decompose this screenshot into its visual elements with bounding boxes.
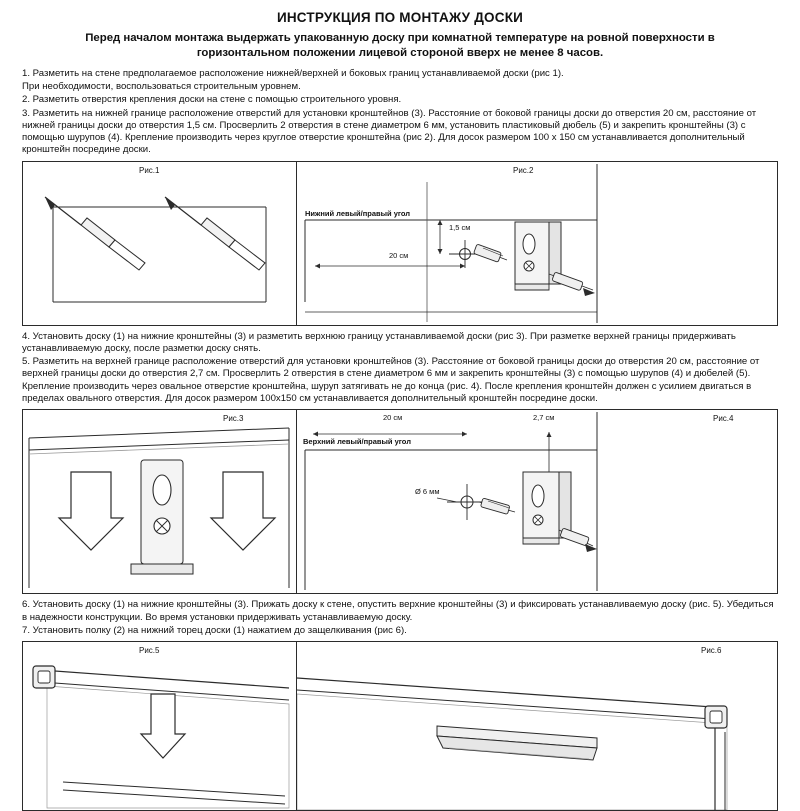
figure-4-label: Рис.4 (713, 414, 734, 424)
figure-2-label: Рис.2 (513, 165, 534, 175)
figure-3 (22, 409, 297, 594)
figure-1 (22, 161, 297, 326)
figure-row-3 (22, 641, 778, 811)
figure-6-label: Рис.6 (701, 646, 722, 656)
figure-3-drawing (23, 410, 296, 593)
figure-5-label: Рис.5 (139, 646, 160, 656)
page-title: ИНСТРУКЦИЯ ПО МОНТАЖУ ДОСКИ (276, 10, 524, 25)
step-2: 2. Разметить отверстия крепления доски на стене с помощью строительного уровня. (22, 94, 402, 106)
figure-4-horizontal-dim: 20 см (383, 413, 403, 423)
steps-bottom (22, 599, 778, 637)
figure-3-label: Рис.3 (223, 414, 244, 424)
figure-2 (297, 161, 778, 326)
figure-2-corner-note: Нижний левый/правый угол (305, 208, 411, 218)
figure-row-2 (22, 409, 778, 594)
figure-4 (297, 409, 778, 594)
step-3: 3. Разметить на нижней границе расположение отверстий для установки кронштейнов (3). Расстояние от боковой границы доски до отверстия 20 см, расстояние от нижней границы доски до отверстия 1,5 см. Просверлить 2 отверстия в стене диаметром 6 мм, установить пластиковый дюбель (5) и закрепить кронштейны (3) с помощью шурупов (4). Крепление производить через круглое отверстие кронштейна (рис 2). Для досок размером 100 х 150 см устанавливается дополнительный кронштейн посредине доски. (22, 107, 757, 156)
figure-6-drawing (297, 642, 776, 810)
figure-2-vertical-dim: 1,5 см (449, 222, 471, 232)
figure-2-horizontal-dim: 20 см (389, 250, 409, 260)
step-1-note: При необходимости, воспользоваться строительным уровнем. (22, 81, 301, 93)
figure-5-drawing (23, 642, 296, 810)
figure-4-vertical-dim: 2,7 см (533, 413, 555, 423)
step-6: 6. Установить доску (1) на нижние кронштейны (3). Прижать доску к стене, опустить верхние кронштейны (3) и фиксировать устанавливаемую доску (рис. 5). Убедиться в надежности конструкции. Во время установки придерживать устанавливаемую доску. (22, 599, 774, 623)
figure-4-corner-note: Верхний левый/правый угол (303, 437, 411, 447)
figure-5 (22, 641, 297, 811)
figure-6 (297, 641, 778, 811)
figure-1-label: Рис.1 (139, 165, 160, 175)
figure-4-hole-note: Ø 6 мм (415, 487, 440, 497)
figure-1-drawing (23, 162, 296, 325)
lead-paragraph: Перед началом монтажа выдержать упакованную доску при комнатной температуре на ровной поверхности в горизонтальном положении лицевой стороной вверх не менее 8 часов. (85, 32, 715, 60)
step-4: 4. Установить доску (1) на нижние кронштейны (3) и разметить верхнюю границу устанавливаемой доски (рис 3). При разметке верхней границы придерживать устанавливаемую доску, после разметки доску снять. (22, 330, 736, 354)
figure-2-drawing (297, 162, 776, 325)
step-1: 1. Разметить на стене предполагаемое расположение нижней/верхней и боковых границ устанавливаемой доски (рис 1). (22, 67, 564, 79)
steps-top (22, 68, 778, 157)
figure-row-1 (22, 161, 778, 326)
steps-middle (22, 331, 778, 406)
step-7: 7. Установить полку (2) на нижний торец доски (1) нажатием до защелкивания (рис 6). (22, 624, 407, 636)
step-5: 5. Разметить на верхней границе расположение отверстий для установки кронштейнов (3). Расстояние от боковой границы доски до отверстия 20 см, расстояние от верхней границы доски до отверстия 2,7 см. Просверлить 2 отверстия в стене диаметром 6 мм и закрепить кронштейны (3) с помощью шурупов (4) и дюбелей (5). Крепление производить через овальное отверстие кронштейна, шуруп затягивать не до конца (рис. 4). После крепления кронштейн должен с усилием двигаться в пределах овального отверстия. Для досок размером 100х150 см устанавливается дополнительный кронштейн посредине доски. (22, 356, 760, 404)
